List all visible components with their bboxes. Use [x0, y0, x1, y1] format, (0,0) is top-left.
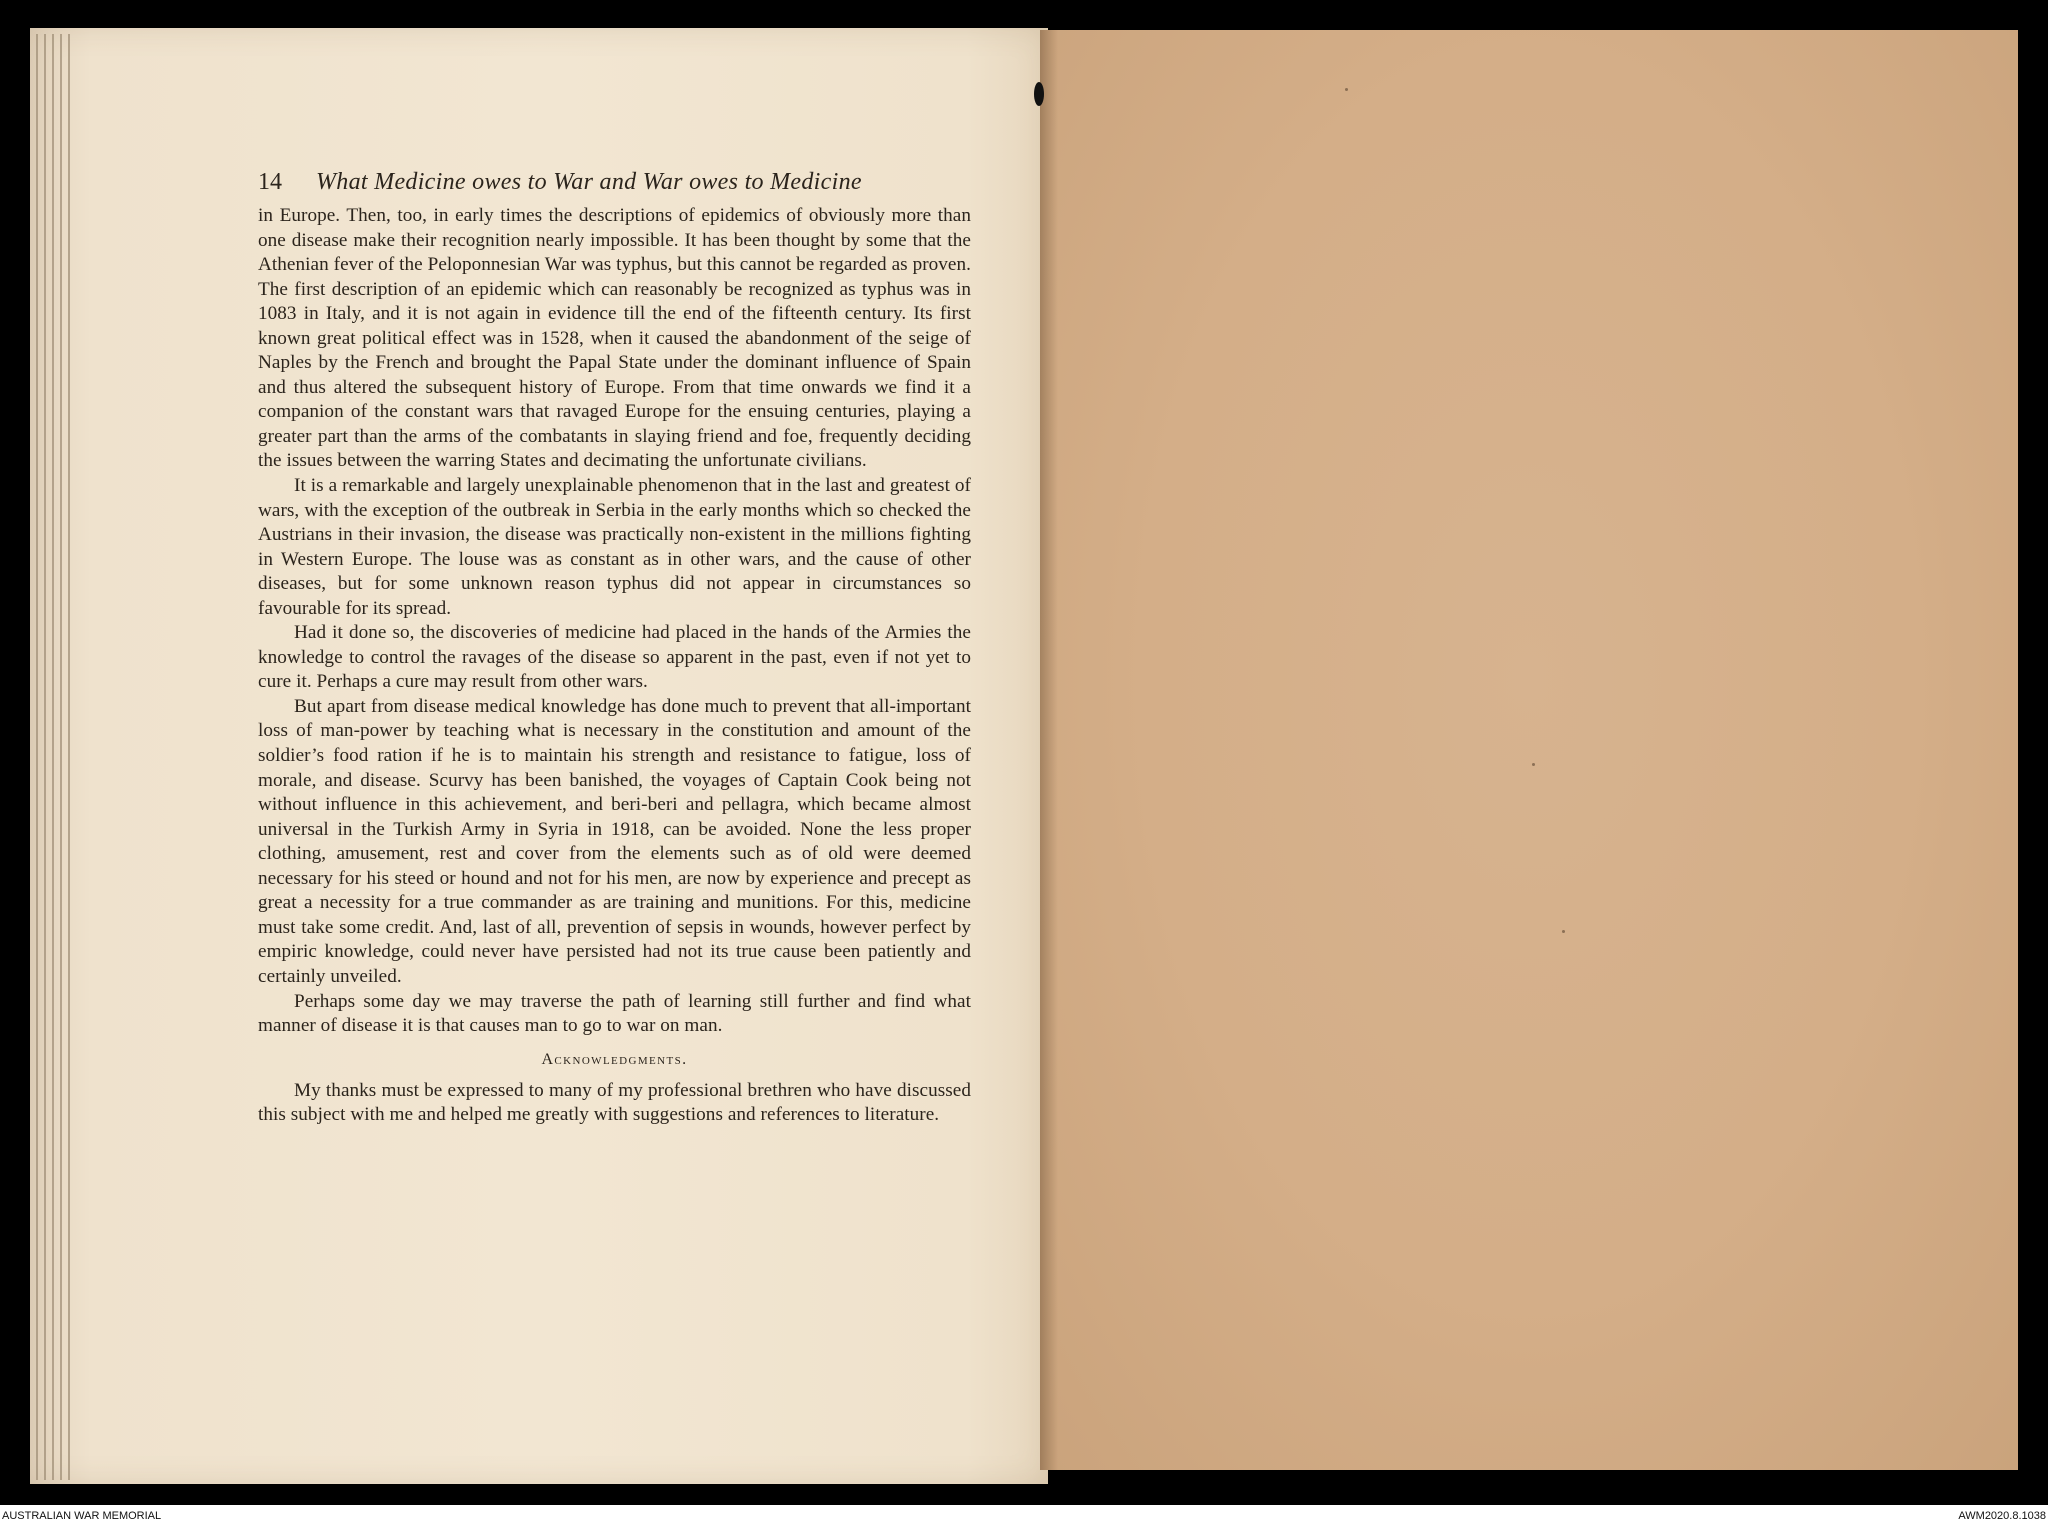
gutter-shadow	[1040, 30, 1058, 1470]
paper-speck	[1345, 88, 1348, 91]
paragraph: in Europe. Then, too, in early times the descriptions of epidemics of obviously more than one disease make their recognition nearly impossible. It has been thought by some that the Athenian fever of the Peloponnesian War was typhus, but this cannot be regarded as proven. The first description of an epidemic which can reasonably be recognized as typhus was in 1083 in Italy, and it is not again in evidence till the end of the fifteenth century. Its first known great political effect was in 1528, when it caused the abandonment of the seige of Naples by the French and brought the Papal State under the dominant influence of Spain and thus altered the subsequent history of Europe. From that time onwards we find it a companion of the constant wars that ravaged Europe for the ensuing centuries, playing a greater part than the arms of the combatants in slaying friend and foe, frequently deciding the issues between the warring States and decimating the unfortunate civilians.	[258, 205, 971, 472]
footer-accession-number: AWM2020.8.1038	[1958, 1510, 2046, 1522]
paragraph: But apart from disease medical knowledge has done much to prevent that all-important loss of man-power by teaching what is necessary in the constitution and amount of the soldier’s food ration if he is to maintain his strength and resistance to fatigue, loss of morale, and disease. Scurvy has been banished, the voyages of Captain Cook being not without influence in this achievement, and beri-beri and pellagra, which became almost universal in the Turkish Army in Syria in 1918, can be avoided. None the less proper clothing, amusement, rest and cover from the elements such as of old were deemed necessary for his steed or hound and not for his men, are now by experience and precept as great a necessity for a true commander as are training and munitions. For this, medicine must take some credit. And, last of all, prevention of sepsis in wounds, however perfect by empiric knowledge, could never have persisted had not its true cause been patiently and certainly unveiled.	[258, 695, 971, 987]
page-edge-line	[52, 34, 54, 1480]
paragraph: Perhaps some day we may traverse the path of learning still further and find what manner of disease it is that causes man to go to war on man.	[258, 990, 971, 1037]
text-block	[258, 166, 971, 1128]
footer-bar	[0, 1505, 2048, 1527]
footer-credit: AUSTRALIAN WAR MEMORIAL	[2, 1510, 162, 1522]
paper-speck	[1532, 763, 1535, 766]
page-edge-line	[44, 34, 46, 1480]
paper-speck	[1562, 930, 1565, 933]
page-edge-line	[36, 34, 38, 1480]
page-edge-line	[68, 34, 70, 1480]
binding-mark	[1034, 82, 1044, 106]
right-page-blank	[1040, 30, 2018, 1470]
running-head	[258, 166, 971, 198]
page-number: 14	[258, 169, 283, 195]
page-edge-line	[60, 34, 62, 1480]
acknowledgments-heading: Acknowledgments.	[541, 1050, 688, 1068]
acknowledgments-text: My thanks must be expressed to many of my professional brethren who have discussed this subject with me and helped me greatly with suggestions and references to literature.	[258, 1079, 971, 1126]
paragraph: Had it done so, the discoveries of medicine had placed in the hands of the Armies the knowledge to control the ravages of the disease so apparent in the past, even if not yet to cure it. Perhaps a cure may result from other wars.	[258, 622, 971, 693]
running-head-title: What Medicine owes to War and War owes to Medicine	[316, 169, 862, 195]
paragraph: It is a remarkable and largely unexplainable phenomenon that in the last and greatest of wars, with the exception of the outbreak in Serbia in the early months which so checked the Austrians in their invasion, the disease was practically non-existent in the millions fighting in Western Europe. The louse was as constant as in other wars, and the cause of other diseases, but for some unknown reason typhus did not appear in circumstances so favourable for its spread.	[258, 475, 971, 619]
